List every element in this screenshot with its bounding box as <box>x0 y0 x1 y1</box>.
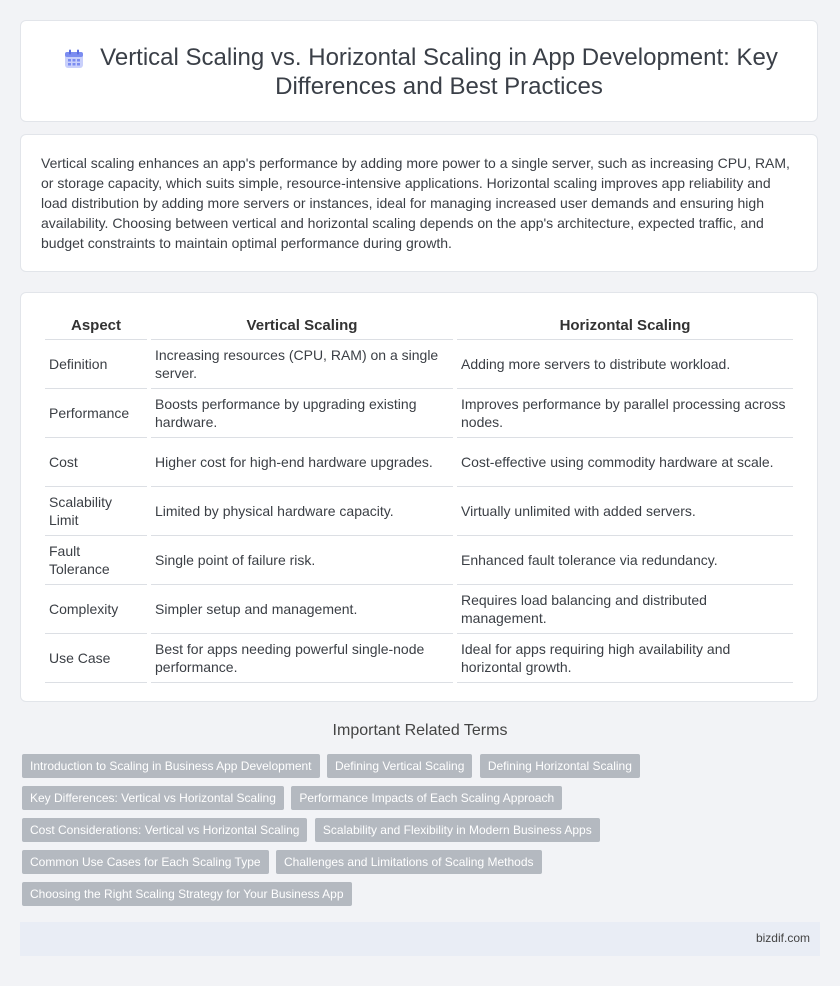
cell-aspect: Performance <box>45 389 147 438</box>
header-horizontal: Horizontal Scaling <box>457 311 793 340</box>
related-term-tag[interactable]: Scalability and Flexibility in Modern Business Apps <box>315 818 600 842</box>
cell-horizontal: Adding more servers to distribute workload. <box>457 340 793 389</box>
related-term-tag[interactable]: Key Differences: Vertical vs Horizontal Scaling <box>22 786 284 810</box>
cell-aspect: Complexity <box>45 585 147 634</box>
page-title: Vertical Scaling vs. Horizontal Scaling in App Development: Key Differences and Best Practices <box>100 44 778 100</box>
cell-horizontal: Improves performance by parallel processing across nodes. <box>457 389 793 438</box>
cell-horizontal: Ideal for apps requiring high availability and horizontal growth. <box>457 634 793 683</box>
related-term-tag[interactable]: Performance Impacts of Each Scaling Approach <box>291 786 562 810</box>
table-row <box>45 389 793 438</box>
cell-horizontal: Virtually unlimited with added servers. <box>457 487 793 536</box>
header-vertical: Vertical Scaling <box>151 311 453 340</box>
cell-aspect: Definition <box>45 340 147 389</box>
footer-site-link[interactable]: bizdif.com <box>755 931 810 945</box>
related-term-tag[interactable]: Challenges and Limitations of Scaling Methods <box>276 850 541 874</box>
table-row <box>45 536 793 585</box>
cell-aspect: Use Case <box>45 634 147 683</box>
related-term-tag[interactable]: Common Use Cases for Each Scaling Type <box>22 850 269 874</box>
cell-horizontal: Requires load balancing and distributed management. <box>457 585 793 634</box>
table-row <box>45 634 793 683</box>
cell-vertical: Higher cost for high-end hardware upgrades. <box>151 438 453 487</box>
cell-aspect: Scalability Limit <box>45 487 147 536</box>
summary-text: Vertical scaling enhances an app's performance by adding more power to a single server, such as increasing CPU, RAM, or storage capacity, which suits simple, resource-intensive applications. Horizontal scaling improves app reliability and load distribution by adding more servers or instances, ideal for managing increased user demands and ensuring high availability. Choosing between vertical and horizontal scaling depends on the app's architecture, expected traffic, and budget constraints to maintain optimal performance during growth. <box>41 155 790 251</box>
comparison-table <box>41 311 797 683</box>
table-row <box>45 585 793 634</box>
related-term-tag[interactable]: Defining Horizontal Scaling <box>480 754 640 778</box>
cell-vertical: Limited by physical hardware capacity. <box>151 487 453 536</box>
comparison-card <box>20 292 818 702</box>
related-term-tag[interactable]: Defining Vertical Scaling <box>327 754 472 778</box>
cell-vertical: Simpler setup and management. <box>151 585 453 634</box>
cell-aspect: Cost <box>45 438 147 487</box>
table-row <box>45 340 793 389</box>
cell-vertical: Single point of failure risk. <box>151 536 453 585</box>
summary-card <box>20 134 818 272</box>
footer <box>20 922 820 956</box>
related-terms-list <box>22 754 802 914</box>
title-card <box>20 20 818 122</box>
table-header-row <box>45 311 793 340</box>
header-aspect: Aspect <box>45 311 147 340</box>
cell-vertical: Best for apps needing powerful single-node performance. <box>151 634 453 683</box>
cell-aspect: Fault Tolerance <box>45 536 147 585</box>
cell-horizontal: Enhanced fault tolerance via redundancy. <box>457 536 793 585</box>
related-term-tag[interactable]: Choosing the Right Scaling Strategy for Your Business App <box>22 882 352 906</box>
cell-horizontal: Cost-effective using commodity hardware at scale. <box>457 438 793 487</box>
cell-vertical: Increasing resources (CPU, RAM) on a single server. <box>151 340 453 389</box>
table-row <box>45 438 793 487</box>
related-term-tag[interactable]: Introduction to Scaling in Business App Development <box>22 754 320 778</box>
table-row <box>45 487 793 536</box>
cell-vertical: Boosts performance by upgrading existing hardware. <box>151 389 453 438</box>
related-terms-heading: Important Related Terms <box>332 722 508 739</box>
related-term-tag[interactable]: Cost Considerations: Vertical vs Horizontal Scaling <box>22 818 307 842</box>
